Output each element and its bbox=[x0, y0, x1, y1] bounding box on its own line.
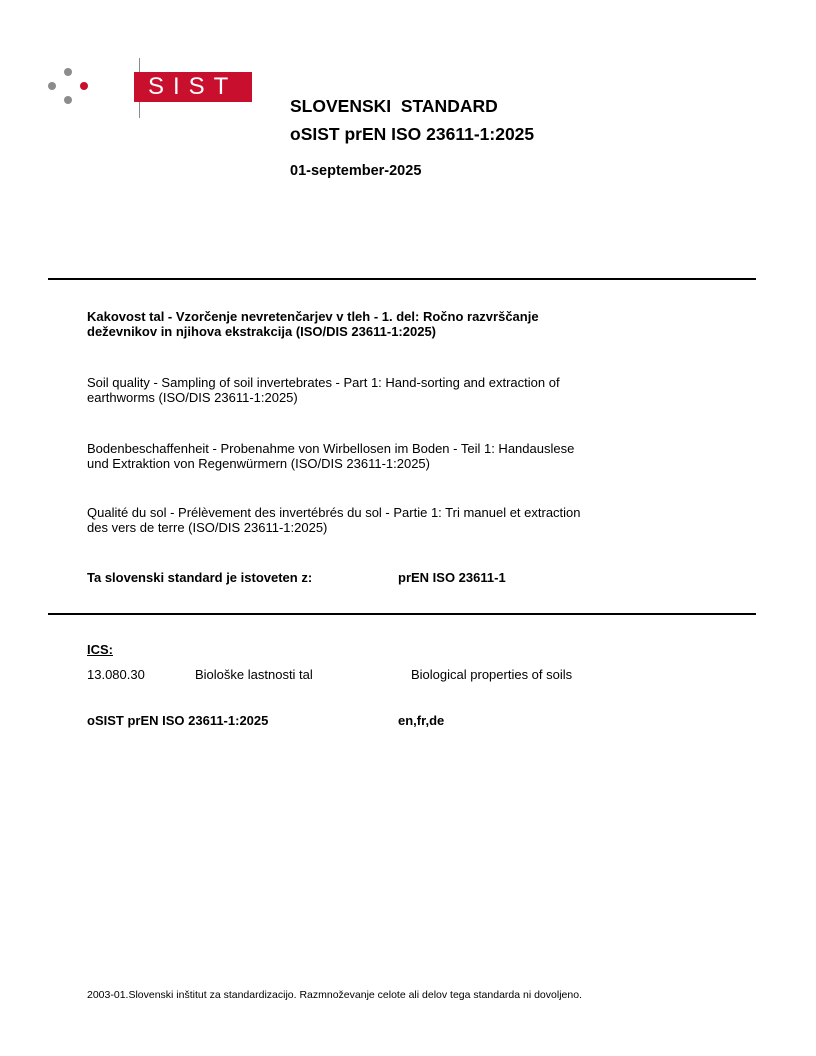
bottom-divider bbox=[48, 613, 756, 615]
reference-code: oSIST prEN ISO 23611-1:2025 bbox=[87, 713, 269, 728]
logo-dot-icon bbox=[64, 96, 72, 104]
title-line: earthworms (ISO/DIS 23611-1:2025) bbox=[87, 390, 298, 405]
title-french bbox=[87, 505, 727, 535]
logo-dot-icon bbox=[64, 68, 72, 76]
standard-type: SLOVENSKI STANDARD bbox=[290, 96, 498, 116]
title-line: Bodenbeschaffenheit - Probenahme von Wirbellosen im Boden - Teil 1: Handauslese bbox=[87, 441, 575, 456]
logo-dot-icon bbox=[80, 82, 88, 90]
ics-description-en: Biological properties of soils bbox=[411, 667, 573, 682]
logo-dot-icon bbox=[48, 82, 56, 90]
copyright-footer: 2003-01.Slovenski inštitut za standardizacijo. Razmnoževanje celote ali delov tega standarda ni dovoljeno. bbox=[87, 989, 582, 1001]
identical-label: Ta slovenski standard je istoveten z: bbox=[87, 570, 313, 585]
ics-code: 13.080.30 bbox=[87, 667, 145, 682]
logo-text: SIST bbox=[134, 72, 252, 102]
sist-logo bbox=[48, 58, 238, 120]
title-line: und Extraktion von Regenwürmern (ISO/DIS 23611-1:2025) bbox=[87, 456, 430, 471]
title-english bbox=[87, 375, 727, 405]
title-line: deževnikov in njihova ekstrakcija (ISO/DIS 23611-1:2025) bbox=[87, 324, 437, 339]
title-line: Kakovost tal - Vzorčenje nevretenčarjev v tleh - 1. del: Ročno razvrščanje bbox=[87, 309, 539, 324]
identical-value: prEN ISO 23611-1 bbox=[398, 570, 506, 585]
title-german bbox=[87, 441, 727, 471]
top-divider bbox=[48, 278, 756, 280]
title-line: des vers de terre (ISO/DIS 23611-1:2025) bbox=[87, 520, 328, 535]
reference-languages: en,fr,de bbox=[398, 713, 445, 728]
standard-date: 01-september-2025 bbox=[290, 163, 422, 179]
title-slovenian bbox=[87, 309, 727, 339]
ics-heading: ICS: bbox=[87, 642, 113, 657]
title-line: Qualité du sol - Prélèvement des invertébrés du sol - Partie 1: Tri manuel et extraction bbox=[87, 505, 581, 520]
title-line: Soil quality - Sampling of soil invertebrates - Part 1: Hand-sorting and extraction of bbox=[87, 375, 560, 390]
standard-code: oSIST prEN ISO 23611-1:2025 bbox=[290, 124, 535, 144]
ics-description-sl: Biološke lastnosti tal bbox=[195, 667, 313, 682]
